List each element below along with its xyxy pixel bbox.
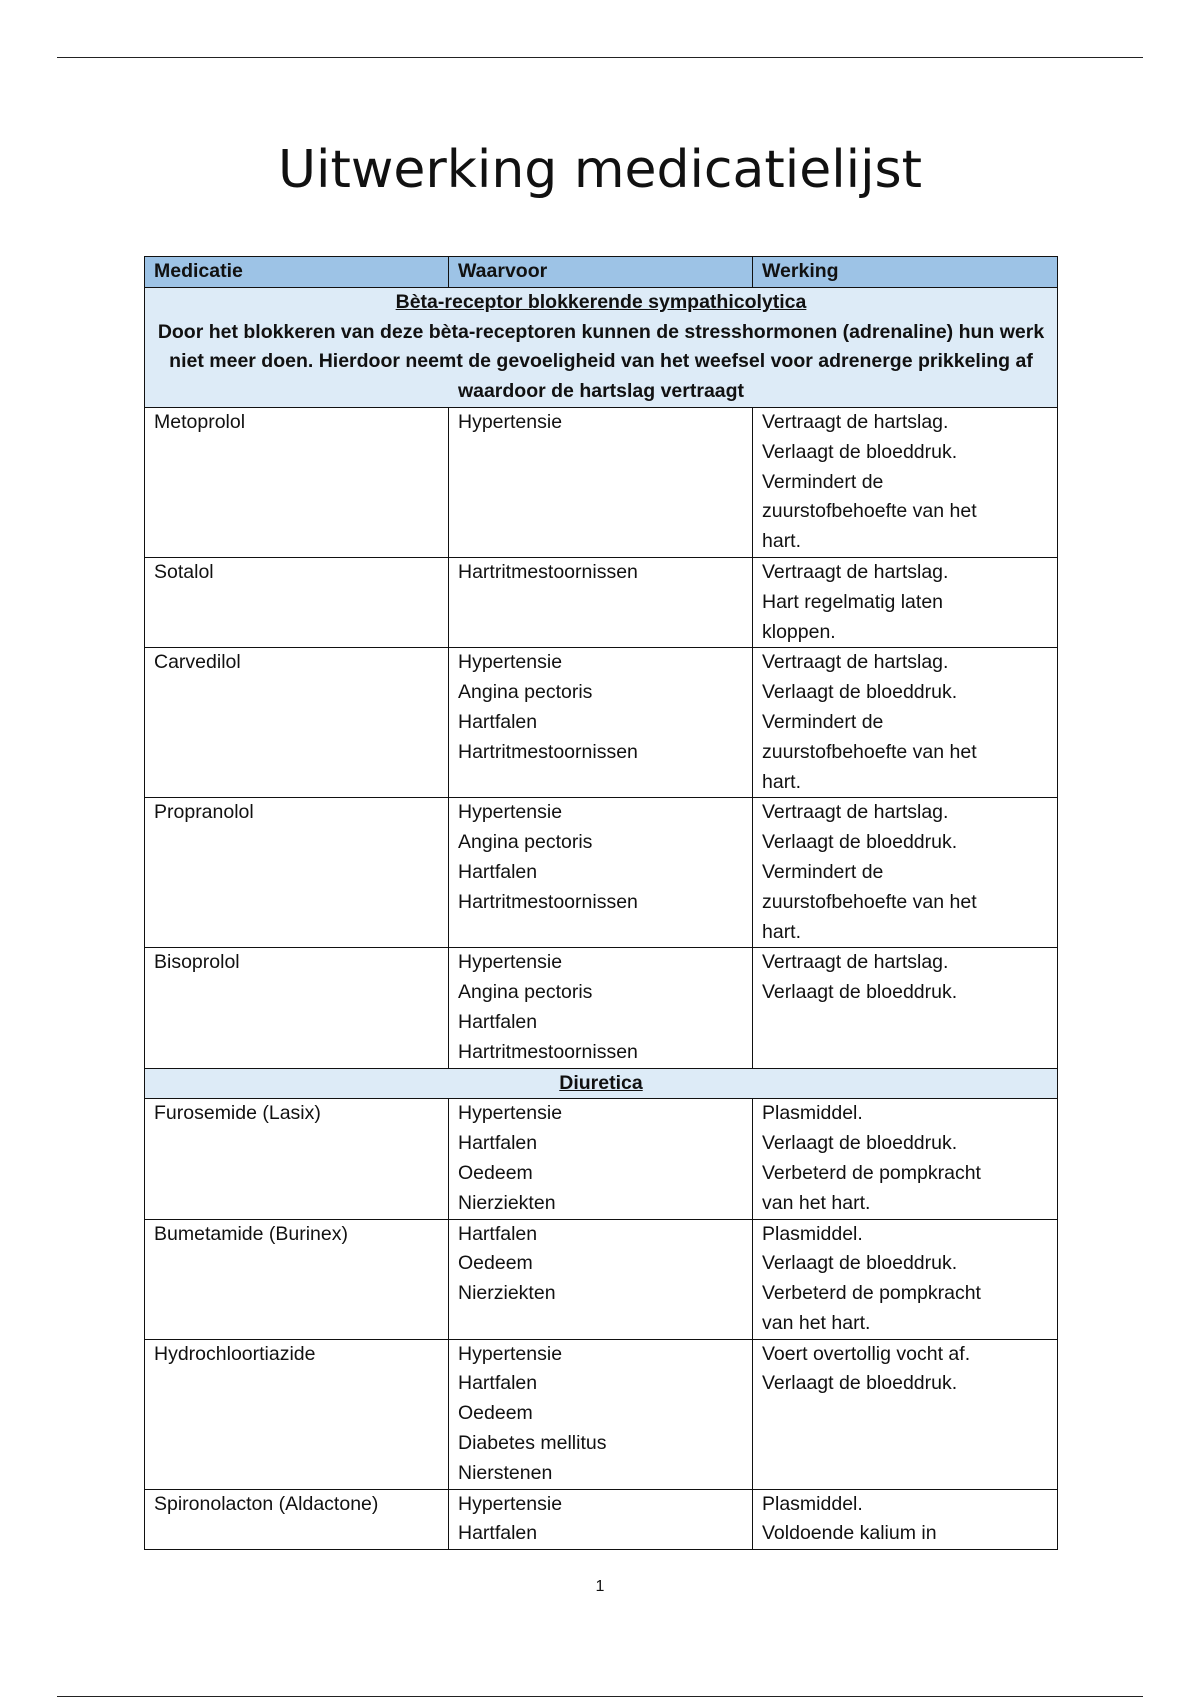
effect-line: Verlaagt de bloeddruk. [762, 1132, 958, 1155]
table-row [145, 557, 1058, 647]
medication-name: Bumetamide (Burinex) [145, 1219, 449, 1339]
effect-line: Vermindert de [762, 710, 884, 733]
effect-line: zuurstofbehoefte van het [762, 500, 977, 523]
indication-line: Hypertensie [458, 651, 563, 674]
indication-line: Nierstenen [458, 1461, 553, 1484]
table-body [145, 287, 1058, 1549]
indication-line: Oedeem [458, 1402, 533, 1425]
indication-line: Hypertensie [458, 410, 563, 433]
table-row [145, 407, 1058, 557]
indication-line: Oedeem [458, 1252, 533, 1275]
indication-line: Hartritmestoornissen [458, 890, 638, 913]
effect-cell [753, 557, 1058, 647]
indication-line: Diabetes mellitus [458, 1432, 607, 1455]
header-waarvoor: Waarvoor [449, 257, 753, 288]
indication-line: Hartritmestoornissen [458, 740, 638, 763]
indication-line: Hartritmestoornissen [458, 560, 638, 583]
effect-line: Voldoende kalium in [762, 1522, 937, 1545]
indication-line: Hartfalen [458, 1132, 538, 1155]
effect-line: Voert overtollig vocht af. [762, 1342, 971, 1365]
section-row [145, 1068, 1058, 1099]
effect-line: zuurstofbehoefte van het [762, 890, 977, 913]
table-row [145, 948, 1058, 1068]
medication-name: Bisoprolol [145, 948, 449, 1068]
medication-name: Metoprolol [145, 407, 449, 557]
medication-name: Propranolol [145, 798, 449, 948]
effect-cell [753, 948, 1058, 1068]
indication-line: Hypertensie [458, 801, 563, 824]
indication-line: Hartfalen [458, 1372, 538, 1395]
indication-line: Hartfalen [458, 1522, 538, 1545]
table-row [145, 1489, 1058, 1550]
indication-cell [449, 1099, 753, 1219]
table-row [145, 1099, 1058, 1219]
effect-line: Vertraagt de hartslag. [762, 651, 949, 674]
header-rule [57, 57, 1143, 58]
header-medicatie: Medicatie [145, 257, 449, 288]
effect-line: Verlaagt de bloeddruk. [762, 440, 958, 463]
effect-line: Vermindert de [762, 860, 884, 883]
indication-line: Angina pectoris [458, 981, 593, 1004]
effect-line: hart. [762, 770, 802, 793]
indication-line: Hartfalen [458, 1010, 538, 1033]
indication-line: Oedeem [458, 1161, 533, 1184]
effect-line: Vertraagt de hartslag. [762, 951, 949, 974]
effect-cell [753, 1219, 1058, 1339]
section-description: Door het blokkeren van deze bèta-receptoren kunnen de stresshormonen (adrenaline) hun werk niet meer doen. Hierdoor neemt de gevoeligheid van het weefsel voor adrenerge prikkeling af waardoor de hartslag vertraagt [157, 320, 1045, 403]
header-werking: Werking [753, 257, 1058, 288]
effect-cell [753, 407, 1058, 557]
indication-line: Hartritmestoornissen [458, 1040, 638, 1063]
section-header [145, 1068, 1058, 1099]
indication-cell [449, 1219, 753, 1339]
indication-cell [449, 557, 753, 647]
effect-line: Vermindert de [762, 470, 884, 493]
effect-line: Hart regelmatig laten [762, 590, 944, 613]
section-row [145, 287, 1058, 407]
effect-cell [753, 1099, 1058, 1219]
effect-line: Plasmiddel. [762, 1222, 863, 1245]
effect-line: Vertraagt de hartslag. [762, 801, 949, 824]
indication-line: Nierziekten [458, 1191, 556, 1214]
effect-line: hart. [762, 920, 802, 943]
indication-line: Hartfalen [458, 710, 538, 733]
indication-line: Nierziekten [458, 1282, 556, 1305]
indication-cell [449, 1489, 753, 1550]
indication-line: Hartfalen [458, 1222, 538, 1245]
medication-name: Spironolacton (Aldactone) [145, 1489, 449, 1550]
effect-cell [753, 1489, 1058, 1550]
indication-cell [449, 407, 753, 557]
effect-line: Plasmiddel. [762, 1492, 863, 1515]
medication-table [144, 256, 1058, 1550]
indication-cell [449, 1339, 753, 1489]
effect-line: Vertraagt de hartslag. [762, 560, 949, 583]
effect-cell [753, 798, 1058, 948]
effect-line: Verlaagt de bloeddruk. [762, 1252, 958, 1275]
indication-line: Hypertensie [458, 1492, 563, 1515]
indication-cell [449, 798, 753, 948]
table-row [145, 798, 1058, 948]
section-title: Bèta-receptor blokkerende sympathicolytica [395, 290, 807, 313]
indication-line: Hypertensie [458, 1102, 563, 1125]
footer-rule [57, 1696, 1143, 1697]
effect-line: Plasmiddel. [762, 1102, 863, 1125]
effect-cell [753, 1339, 1058, 1489]
effect-line: van het hart. [762, 1311, 871, 1334]
effect-line: Vertraagt de hartslag. [762, 410, 949, 433]
document-title: Uitwerking medicatielijst [277, 140, 923, 200]
section-title: Diuretica [559, 1071, 643, 1094]
effect-line: kloppen. [762, 620, 836, 643]
indication-cell [449, 948, 753, 1068]
table-header-row [145, 257, 1058, 288]
indication-line: Hartfalen [458, 860, 538, 883]
indication-line: Hypertensie [458, 1342, 563, 1365]
medication-name: Hydrochloortiazide [145, 1339, 449, 1489]
effect-line: Verlaagt de bloeddruk. [762, 981, 958, 1004]
medication-name: Sotalol [145, 557, 449, 647]
table-row [145, 1339, 1058, 1489]
effect-line: Verlaagt de bloeddruk. [762, 831, 958, 854]
effect-line: hart. [762, 530, 802, 553]
page-number: 1 [595, 1578, 605, 1595]
indication-line: Hypertensie [458, 951, 563, 974]
indication-line: Angina pectoris [458, 681, 593, 704]
effect-cell [753, 648, 1058, 798]
effect-line: Verbeterd de pompkracht [762, 1161, 981, 1184]
table-row [145, 648, 1058, 798]
effect-line: Verlaagt de bloeddruk. [762, 1372, 958, 1395]
effect-line: Verlaagt de bloeddruk. [762, 681, 958, 704]
effect-line: zuurstofbehoefte van het [762, 740, 977, 763]
table-row [145, 1219, 1058, 1339]
effect-line: Verbeterd de pompkracht [762, 1282, 981, 1305]
section-header [145, 287, 1058, 407]
indication-line: Angina pectoris [458, 831, 593, 854]
medication-name: Furosemide (Lasix) [145, 1099, 449, 1219]
indication-cell [449, 648, 753, 798]
medication-name: Carvedilol [145, 648, 449, 798]
effect-line: van het hart. [762, 1191, 871, 1214]
